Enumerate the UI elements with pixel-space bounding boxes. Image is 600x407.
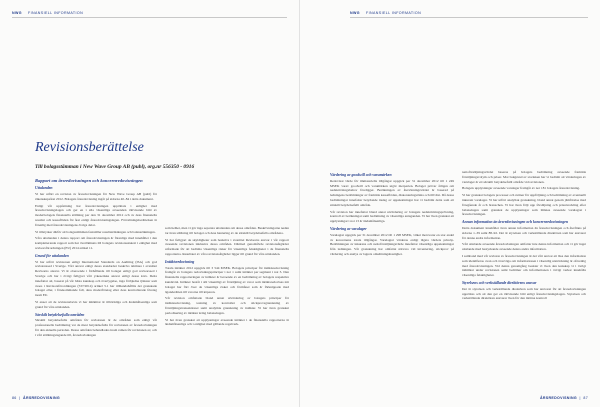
left-footer-label: ÅRSREDOVISNING <box>23 396 60 400</box>
paragraph: Enligt vår uppfattning har årsredovisningen upprättats i enlighet med årsredovisningslagen och ger en i alla väsentliga avseenden rättvisande bild av moderbolagets finansiella ställning per den 31 december 2012 och av dess finansiella resultat och kassaflöden för året enligt årsredovisningslagen. Förvaltningsberättelsen är förenlig med årsredovisningens övriga delar. <box>35 203 157 227</box>
right-header-rule <box>350 17 588 18</box>
left-header-rule <box>12 17 287 18</box>
right-footer: ÅRSREDOVISNING | 87 <box>540 396 588 400</box>
heading-sarskilt: Särskilt betydelsefulla områden <box>35 312 85 317</box>
page-title: Revisionsberättelse <box>35 140 144 155</box>
paragraph: Vår revision har innefattat bland annat utvärdering av bolagets nedskrivningsprövning, kontroll av beräkningar samt bedömning av väsentliga antaganden. Vi har även granskat att upplysningar i not 13 är ändamålsenliga. <box>330 209 454 224</box>
paragraph: Totala intäkter 2012 uppgick till 3 544 MSEK. Bolagets principer för intäktsredovisning framgår av bolagets redovisningsprinciper i not 1 samt intäkter per segment i not 3. Den finansiella rapporteringen av intäkter är beroende av en bedömning av bolagets respektive kundavtal. Intäkter består i allt väsentligt av försäljning av varor som intäktsredovisas när bolaget har fört över de väsentliga risker och förmåner som är förknippade med äganderätten till varorna till köparen. <box>165 265 289 294</box>
paragraph: Bolagets upplysningar avseende varulager framgår av not 18 i bolagets årsredovisning. <box>462 186 580 191</box>
paragraph: Vi har fullgjort de skyldigheter som beskrivs i avsnittet Revisorns ansvar i vår rapport avseende revisionen inklusive dessa områden. Därmed genomförde revisionsåtgärder utformade för att bedöma väsentliga risker för väsentliga felaktigheter i de finansiella rapporterna. Resultatet av våra revisionsåtgärder ligger till grund för våra uttalanden. <box>165 237 289 256</box>
heading-intakter: Intäktsredovisning <box>165 259 195 264</box>
section-heading: Rapport om årsredovisningen och koncernredovisningen <box>35 178 143 183</box>
paragraph: Vi har utfört revisionen enligt International Standards on Auditing (ISA) och god revisionssed i Sverige. Vårt ansvar enligt dessa standarder beskrivs närmare i avsnittet Revisorns ansvar. Vi är oberoende i förhållande till bolaget enligt god revisorssed i Sverige och har i övrigt fullgjort vårt yrkesetiska ansvar enligt dessa krav. Detta innefattar att, baserat på vår bästa kunskap och övertygelse, inga förbjudna tjänster som avses i Revisorsförordningen (537/2014) artikel 5.1 har tillhandahållits det granskade bolaget eller, i förekommande fall, dess moderföretag eller dess kontrollerade företag inom EU. <box>35 259 157 298</box>
paragraph: nettoförsäljningsvärdet baseras på bolagets bedömning avseende framtida försäljningsvolym och priser. Mot bakgrund av storleken har vi bedömt att värderingen av varulager är ett särskilt betydelsefullt område vid revisionen. <box>462 170 586 184</box>
left-column-2 <box>165 226 289 329</box>
heading-styrelsens-ansvar: Styrelsens och verkställande direktörens ansvar <box>462 280 537 285</box>
left-header-section: FINANSIELL INFORMATION <box>27 11 84 15</box>
heading-goodwill: Värdering av goodwill och varumärken <box>330 173 392 177</box>
right-footer-label: ÅRSREDOVISNING <box>540 396 577 400</box>
paragraph: som helhet, men vi gör inga separata uttalanden om dessa områden. Beskrivningarna nedan tar även ställning till bolaget och dess hantering av de särskilt betydelsefulla områdena. <box>165 226 289 235</box>
paragraph: Det är styrelsen och verkställande direktören som har ansvaret för att årsredovisningen upprättas och att den ger en rättvisande bild enligt årsredovisningslagen. Styrelsen och verkställande direktören ansvarar även för den intärna kontroll <box>462 286 586 301</box>
heading-annan-information: Annan information än årsredovisningen och koncernredovisningen <box>462 220 569 225</box>
left-header-brand: NWG <box>12 11 22 15</box>
paragraph: Vi har även granskat att upplysningar avseende intäkter i de finansiella rapporterna är ändamålsenliga och i enlighet med gällande regelverk. <box>165 317 289 327</box>
paragraph: I samband med vår revision av årsredovisningen är det vårt ansvar att läsa den information som identifieras ovan och överväga om informationen i väsentlig utsträckning är oförenlig med årsredovisningen. Vid denna genomgång beaktar vi även den kunskap vi i övrigt inhämtat under revisionen samt bedömer om informationen i övrigt verkar innehålla väsentliga felaktigheter. <box>462 253 586 278</box>
paragraph: Vårt uttalande avseende årsredovisningen omfattar inte denna information och vi gör inget uttalande med bestyrkande avseende denna andra information. <box>462 242 586 252</box>
heading-grund: Grund för uttalanden <box>35 253 69 258</box>
heading-varulager: Värdering av varulager <box>330 226 367 231</box>
paragraph: Särskilt betydelsefulla områden för revisionen är de områden som enligt vår professionella bedömning var de mest betydelsefulla för revisionen av årsredovisningen för den aktuella perioden. Dessa områden behandlades inom ramen för revisionen av, och i vårt ställningstagande till, årsredovisningen <box>35 318 157 337</box>
left-page-number: 86 <box>12 396 17 400</box>
paragraph: Vi har utfört en revision av årsredovisningen för New Wave Group AB (publ) för räkenskapsåret 2012. Bolagets årsredovisning ingår på sidorna 40–84 i detta dokument. <box>35 192 157 201</box>
page-subtitle: Till bolagsstämman i New Wave Group AB (publ), org.nr 556350 - 0916 <box>35 164 195 170</box>
right-page-number: 87 <box>583 396 588 400</box>
paragraph: Varulagret uppgick per 31 december 2012 till 1 298 MSEK, vilket motsvarar en stor andel av koncernens totala tillgångar. Varulagret värderas enligt lägsta värdets princip. Bedömningen av inkurans och nettoförsäljningsvärde innefattar väsentliga uppskattningar från ledningen. Vår granskning har omfattat närvaro vid inventering, stickprov på värdering och analys av lagrets omsättningshastighet. <box>330 232 454 256</box>
right-header-brand: NWG <box>350 11 360 15</box>
right-header-section: FINANSIELL INFORMATION <box>365 11 422 15</box>
left-running-header <box>12 11 83 15</box>
heading-uttalanden: Uttalanden <box>35 186 53 191</box>
left-footer: 86 | ÅRSREDOVISNING <box>12 396 60 400</box>
right-column-2 <box>462 170 586 303</box>
left-column-1 <box>35 178 157 340</box>
right-page <box>300 0 600 407</box>
paragraph: Detta dokument innehåller även annan information än årsredovisningen och återfinns på sidorna 1–39 samt 88–92. Det är styrelsen och verkställande direktören som har ansvaret för denna andra information. <box>462 225 586 240</box>
right-running-header <box>350 11 421 15</box>
paragraph: Vår revision omfattade bland annat utvärdering av bolagets principer för intäktsredovisning, testning av kontroller och stickprovsgranskning av försäljningstransaktioner samt analytisk granskning av intäkter. Vi har även granskat periodisering av intäkter kring balansdagen. <box>165 296 289 315</box>
paragraph: Vi tillstyrker därför att bolagsstämman fastställer resultaträkningen och balansräkningen. <box>35 229 156 234</box>
paragraph: Redovisat värde för immateriella tillgångar uppgick per 31 december 2012 till 1 249 MSEK varav goodwill och varumärken utgör merparten. Bolaget prövar årligen om nedskrivningsbehov föreligger. Beräkningen av återvinningsvärdet är baserad på ledningens bedömningar av framtida kassaflöden, diskonteringsränta och tillväxt. Då dessa bedömningar innefattar betydande inslag av uppskattningar har vi bedömt detta som ett särskilt betydelsefullt område. <box>330 178 454 207</box>
paragraph: Vi anser att de revisionsbevis vi har inhämtat är tillräckliga och ändamålsenliga som grund för våra uttalanden. <box>35 299 157 309</box>
right-column-1 <box>330 170 454 259</box>
paragraph: Vi har granskat bolagets processer och rutiner för uppföljning och bedömning av eventuellt inkurant varulager. Vi har utfört analytisk granskning, bland annat genom jämförelse med föregående år och branschen. Vi har även följt upp försäljning och prisutveckling efter balansdagen samt granskat de upplysningar som lämnas avseende varulagret i årsredovisningen. <box>462 193 586 217</box>
paragraph: Våra uttalanden i denna rapport om årsredovisningen är förenliga med innehållet i den kompletterande rapport som har överlämnats till bolagets revisionsutskott i enlighet med revisorsförordningen (EU) 2014 artikel 11. <box>35 236 157 250</box>
